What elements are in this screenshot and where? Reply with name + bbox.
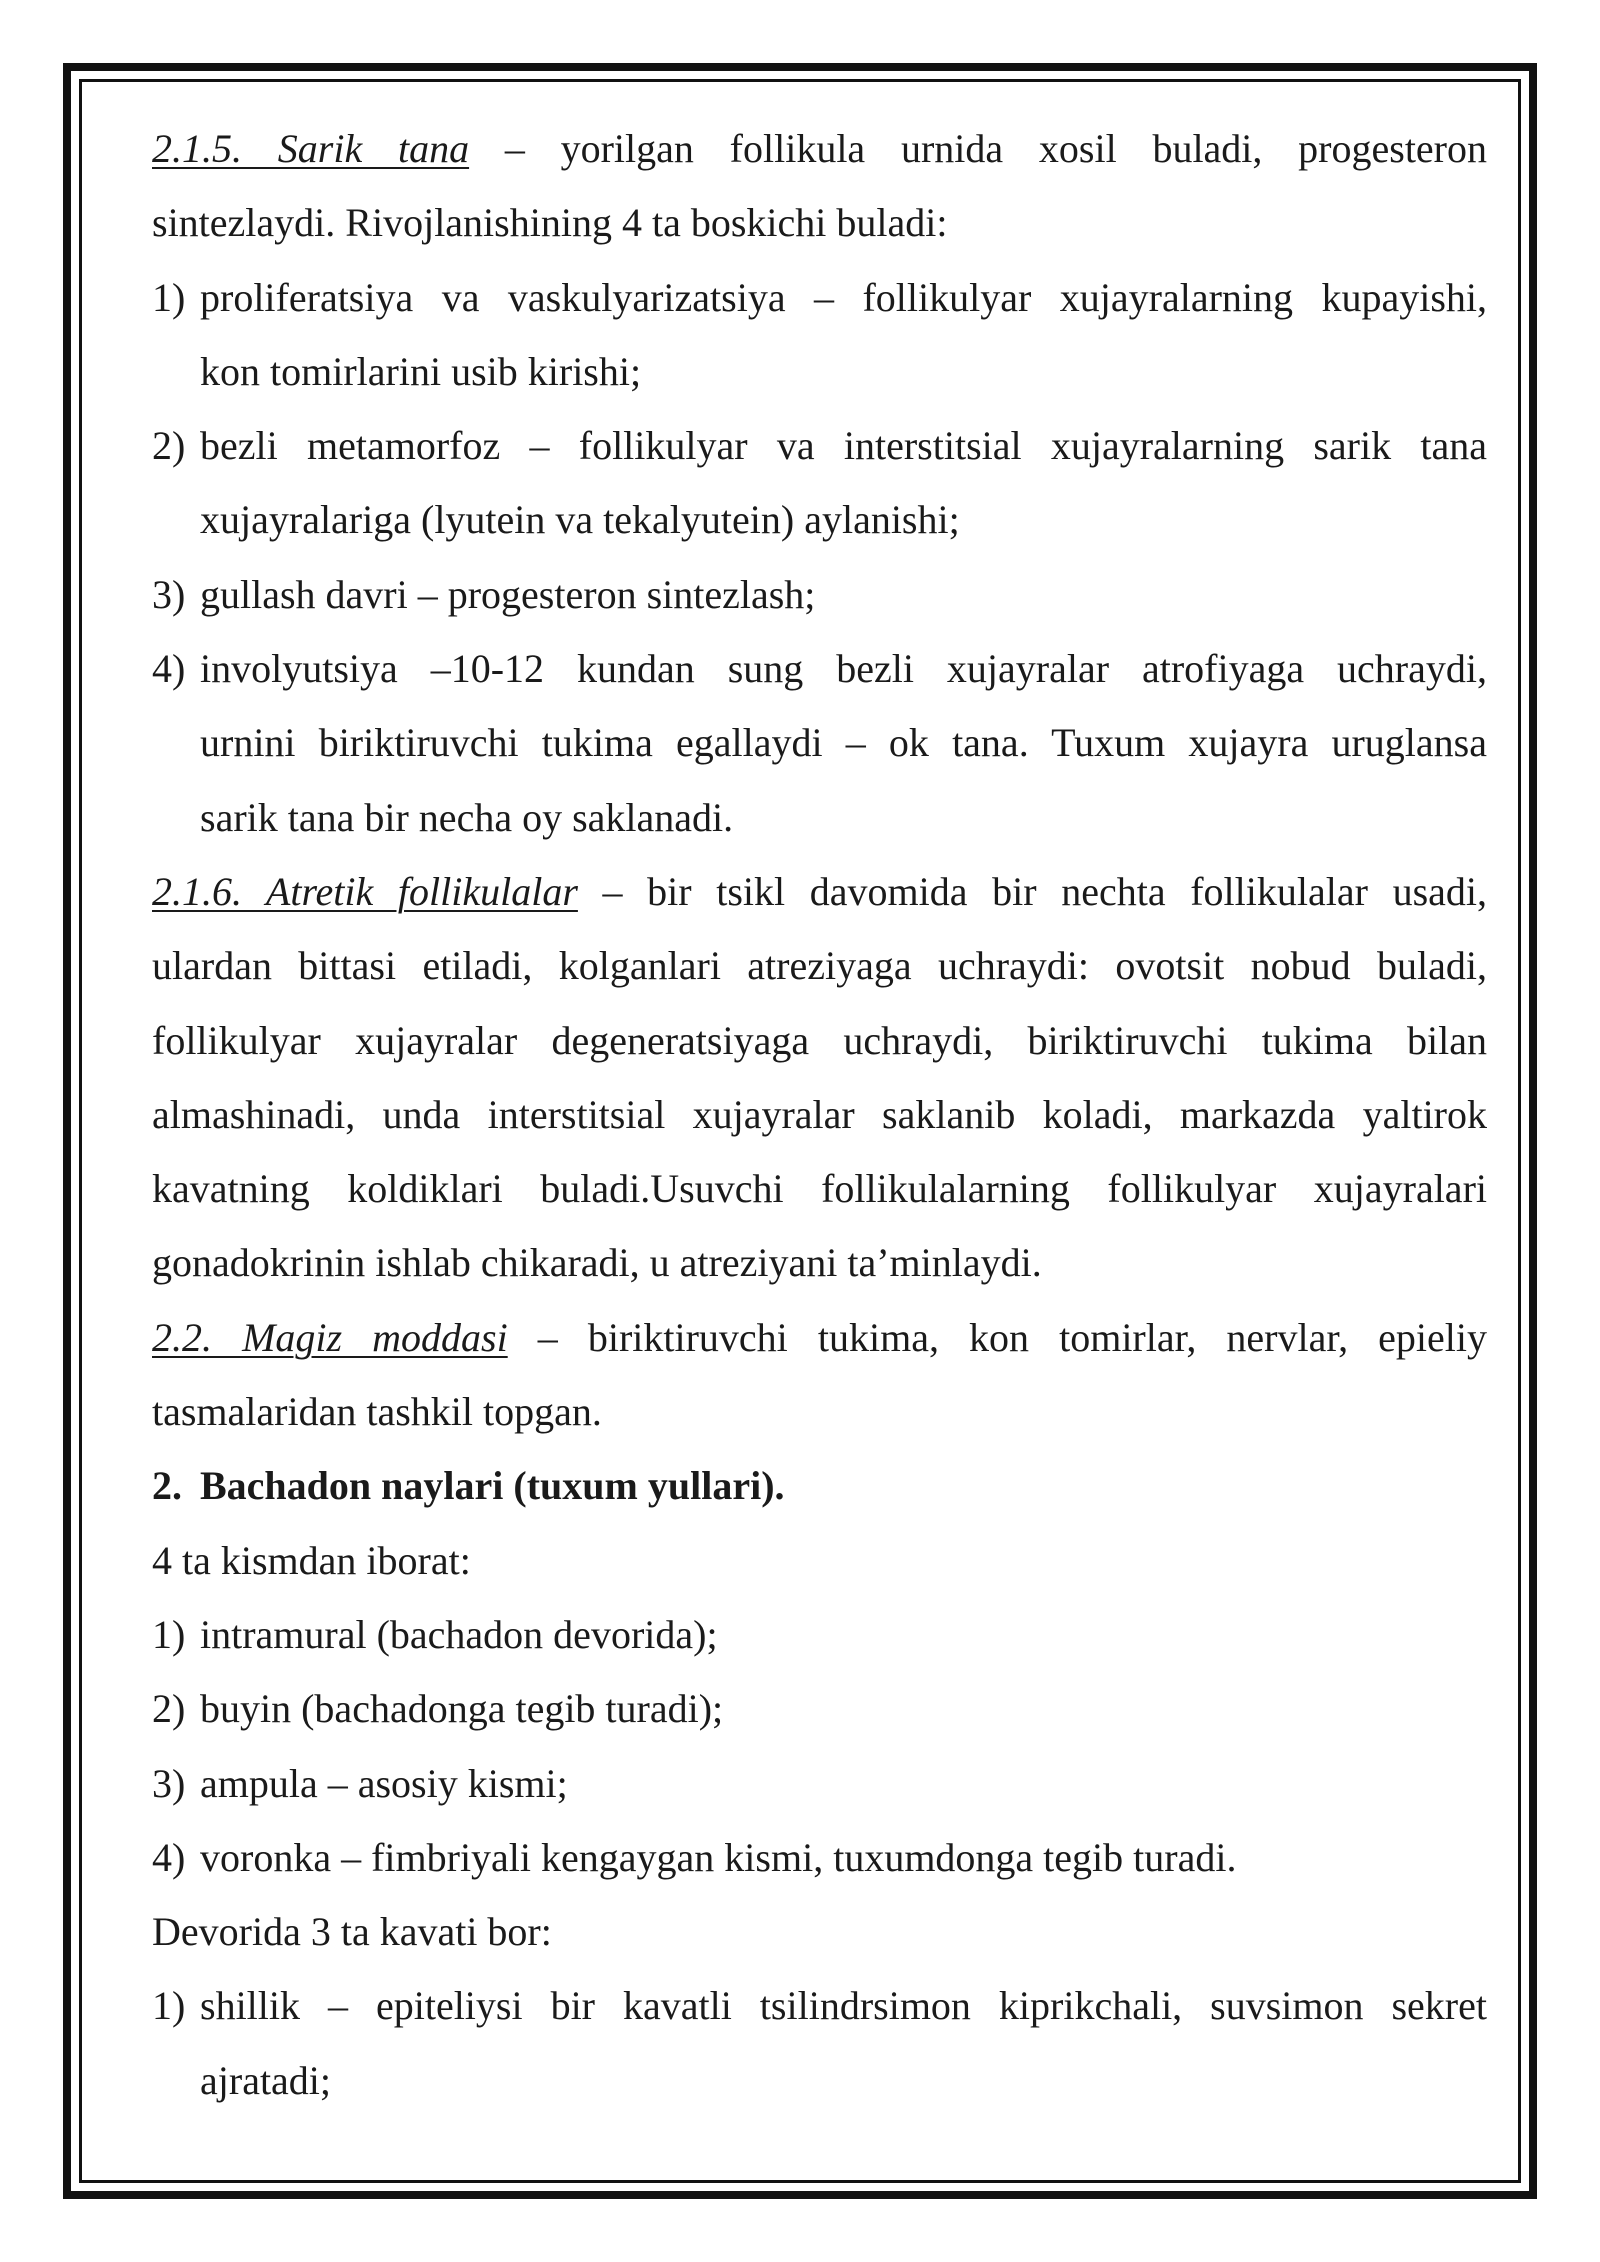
list-item-text: involyutsiya –10-12 kundan sung bezli xujayralar atrofiyaga uchraydi, xyxy=(200,646,1487,692)
paragraph-2-1-6-line-2: ulardan bittasi etiladi, kolganlari atreziyaga uchraydi: ovotsit nobud buladi, xyxy=(152,943,1487,989)
list-item xyxy=(152,1969,1487,2118)
list-number: 1) xyxy=(152,1983,186,2029)
list-number: 3) xyxy=(152,571,186,617)
list-item xyxy=(152,1747,1487,1821)
paragraph-2-1-6-line-6: gonadokrinin ishlab chikaradi, u atreziyani ta’minlaydi. xyxy=(152,1240,1042,1286)
list-item-text: buyin (bachadonga tegib turadi); xyxy=(200,1686,724,1732)
list-item-text: proliferatsiya va vaskulyarizatsiya – follikulyar xujayralarning kupayishi, xyxy=(200,274,1487,320)
list-item-text: voronka – fimbriyali kengaygan kismi, tuxumdonga tegib turadi. xyxy=(200,1834,1237,1880)
section-heading xyxy=(152,1449,1487,1523)
list-item-text: ampula – asosiy kismi; xyxy=(200,1760,568,1806)
list-item-text: urnini biriktiruvchi tukima egallaydi – ok tana. Tuxum xujayra uruglansa xyxy=(200,720,1487,766)
list-item xyxy=(152,261,1487,410)
paragraph-2-2-line-2: tasmalaridan tashkil topgan. xyxy=(152,1389,602,1435)
paragraph-2-2-line-1 xyxy=(152,1301,1487,1375)
list-number: 1) xyxy=(152,274,186,320)
paragraph-text: – bir tsikl davomida bir nechta follikulalar usadi, xyxy=(577,868,1487,914)
list-number: 4) xyxy=(152,1834,186,1880)
heading-ref-2-2: 2.2. Magiz moddasi xyxy=(152,1314,508,1360)
list-item xyxy=(152,1821,1487,1895)
section-title: Bachadon naylari (tuxum yullari). xyxy=(200,1463,785,1509)
paragraph-text: – yorilgan follikula urnida xosil buladi, progesteron xyxy=(469,126,1488,171)
list-item-text: ajratadi; xyxy=(200,2057,332,2103)
list-item xyxy=(152,1672,1487,1746)
list-item-text: sarik tana bir necha oy saklanadi. xyxy=(200,794,734,840)
paragraph-2-1-6-line-3: follikulyar xujayralar degeneratsiyaga uchraydi, biriktiruvchi tukima bilan xyxy=(152,1017,1487,1063)
layers-intro: Devorida 3 ta kavati bor: xyxy=(152,1909,552,1955)
list-item xyxy=(152,558,1487,632)
list-item-text: shillik – epiteliysi bir kavatli tsilindrsimon kiprikchali, suvsimon sekret xyxy=(200,1983,1487,2029)
list-item xyxy=(152,1598,1487,1672)
paragraph-2-1-6-line-1 xyxy=(152,855,1487,929)
list-item-text: kon tomirlarini usib kirishi; xyxy=(200,348,642,394)
list-item-text: gullash davri – progesteron sintezlash; xyxy=(200,571,816,617)
list-number: 4) xyxy=(152,646,186,692)
list-item xyxy=(152,409,1487,558)
heading-ref-2-1-5: 2.1.5. Sarik tana xyxy=(152,126,470,171)
paragraph-2-1-5-line-1 xyxy=(152,112,1487,186)
list-item-text: bezli metamorfoz – follikulyar va interstitsial xujayralarning sarik tana xyxy=(200,423,1487,469)
heading-ref-2-1-6: 2.1.6. Atretik follikulalar xyxy=(152,868,578,914)
list-number: 3) xyxy=(152,1760,186,1806)
list-number: 2) xyxy=(152,1686,186,1732)
list-number: 2) xyxy=(152,423,186,469)
list-number: 1) xyxy=(152,1611,186,1657)
list-item xyxy=(152,632,1487,855)
document-body xyxy=(152,112,1487,2118)
list-item-text: xujayralariga (lyutein va tekalyutein) aylanishi; xyxy=(200,497,960,543)
paragraph-2-1-6-line-5: kavatning koldiklari buladi.Usuvchi follikulalarning follikulyar xujayralari xyxy=(152,1166,1487,1212)
paragraph-2-1-6-line-4: almashinadi, unda interstitsial xujayralar saklanib koladi, markazda yaltirok xyxy=(152,1091,1487,1137)
parts-intro: 4 ta kismdan iborat: xyxy=(152,1537,471,1583)
section-number: 2. xyxy=(152,1463,182,1509)
paragraph-2-1-5-line-2: sintezlaydi. Rivojlanishining 4 ta boskichi buladi: xyxy=(152,200,948,246)
paragraph-text: – biriktiruvchi tukima, kon tomirlar, nervlar, epieliy xyxy=(507,1314,1487,1360)
list-item-text: intramural (bachadon devorida); xyxy=(200,1611,718,1657)
